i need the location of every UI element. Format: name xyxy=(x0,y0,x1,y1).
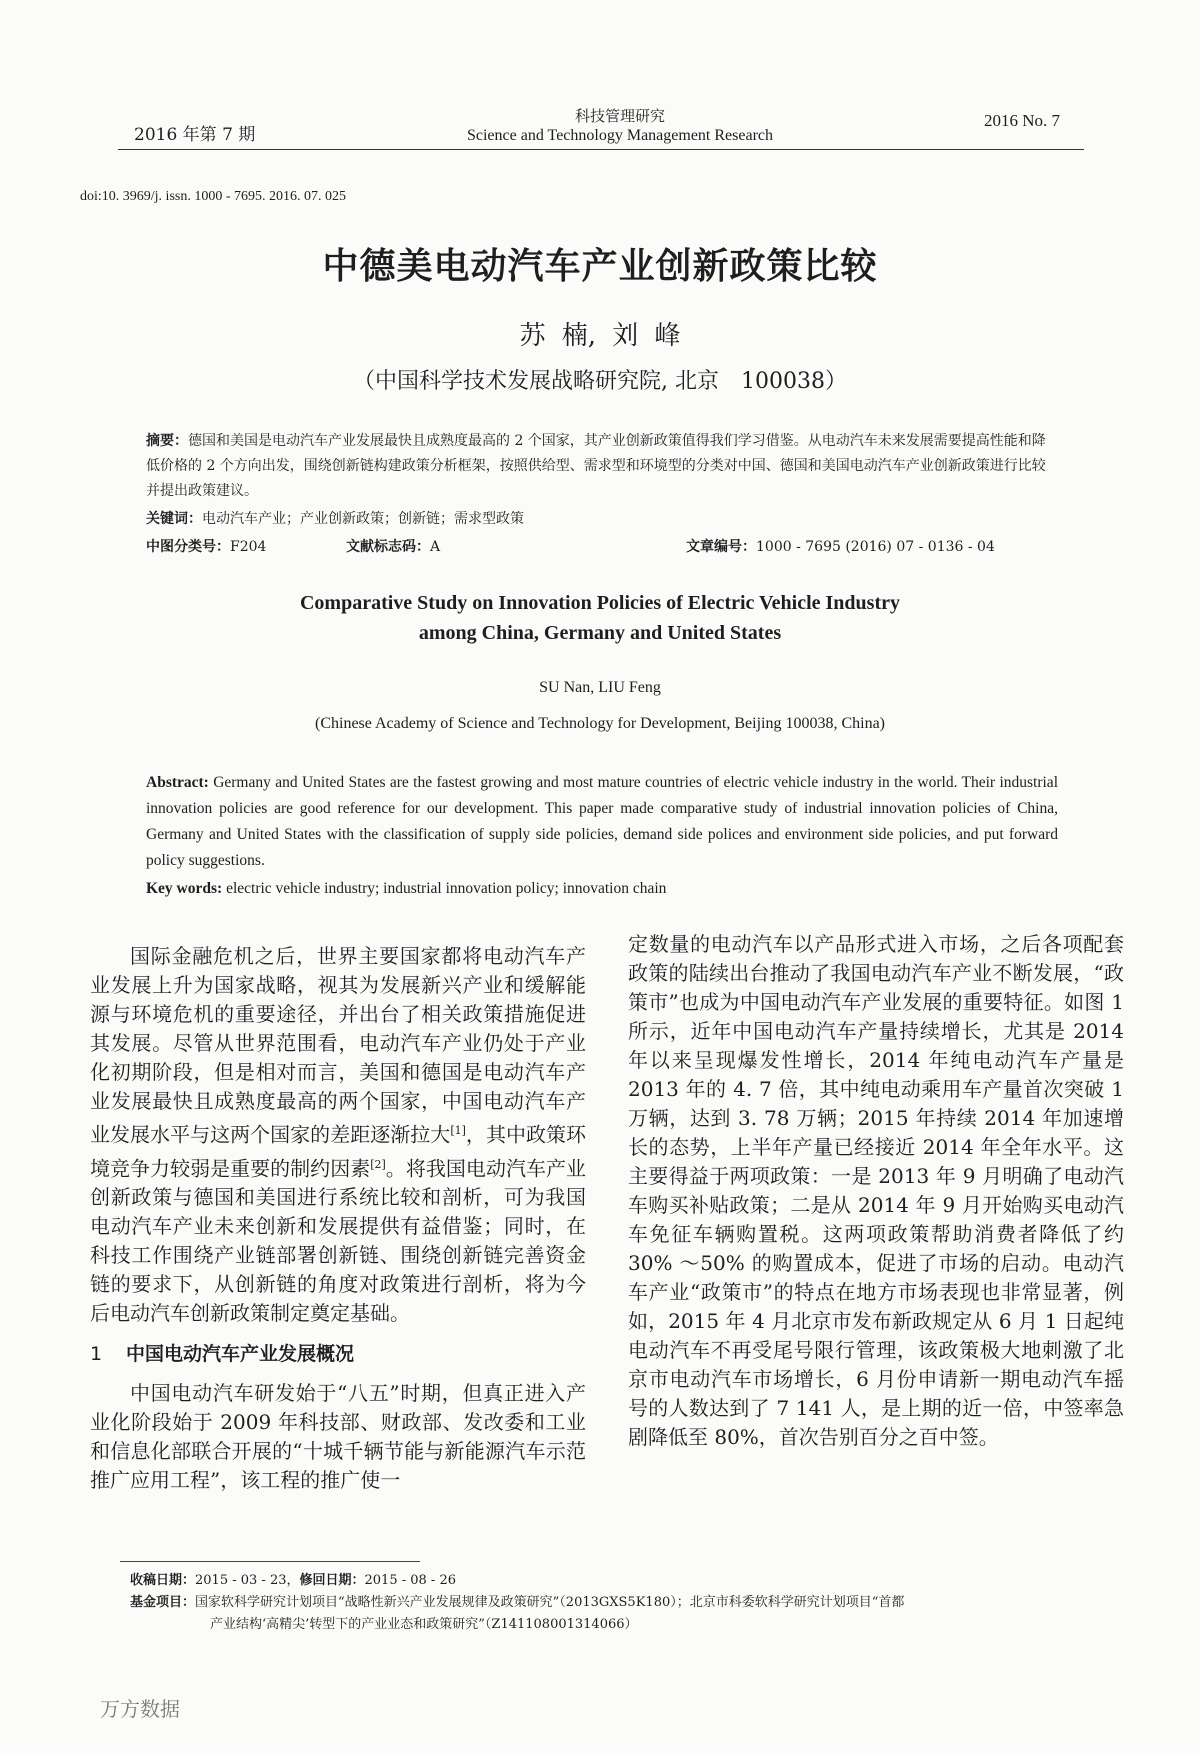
revised-label: 修回日期： xyxy=(299,1573,365,1588)
journal-name-en: Science and Technology Management Research xyxy=(466,127,774,144)
clc-value: F204 xyxy=(230,539,267,555)
received-label: 收稿日期： xyxy=(130,1573,196,1588)
keywords-cn xyxy=(146,508,524,528)
paper-title: 中德美电动汽车产业创新政策比较 xyxy=(322,246,878,287)
section-heading xyxy=(90,1340,586,1369)
citation-ref[interactable]: [2] xyxy=(370,1157,386,1171)
authors: 苏 楠, 刘 峰 xyxy=(519,321,681,351)
received-date: 2015 - 03 - 23， xyxy=(195,1573,300,1588)
body-paragraph: 定数量的电动汽车以产品形式进入市场，之后各项配套政策的陆续出台推动了我国电动汽车产业不断发展，“政策市”也成为中国电动汽车产业发展的重要特征。如图 1 所示，近年中国电动汽车产量持续增长，尤其是 2014 年以来呈现爆发性增长，2014 年纯电动汽车产量是 2013 年的 4. 7 倍，其中纯电动乘用车产量首次突破 1 万辆，达到 3. 78 万辆；2015 年持续 2014 年加速增长的态势，上半年产量已经接近 2014 年全年水平。这主要得益于两项政策：一是 2013 年 9 月明确了电动汽车购买补贴政策；二是从 2014 年 9 月开始购买电动汽车免征车辆购置税。这两项政策帮助消费者降低了约 30% ～50% 的购置成本，促进了市场的启动。电动汽车产业“政策市”的特点在地方市场表现也非常显著，例如，2015 年 4 月北京市发布新政规定从 6 月 1 日起纯电动汽车不再受尾号限行管理，该政策极大地刺激了北京市电动汽车市场增长，6 月份申请新一期电动汽车摇号的人数达到了 7 141 人，是上期的近一倍，中签率急剧降低至 80%，首次告别百分之百中签。 xyxy=(628,932,1124,1449)
body-text: 。将我国电动汽车产业创新政策与德国和美国进行系统比较和剖析，可为我国电动汽车产业未来创新和发展提供有益借鉴；同时，在科技工作围绕产业链部署创新链、围绕创新链完善资金链的要求下，从创新链的角度对政策进行剖析，将为今后电动汽车创新政策制定奠定基础。 xyxy=(90,1156,587,1326)
abstract-cn-text: 德国和美国是电动汽车产业发展最快且成熟度最高的 2 个国家，其产业创新政策值得我们学习借鉴。从电动汽车未来发展需要提高性能和降低价格的 2 个方向出发，围绕创新链构建政策分析框架，按照供给型、需求型和环境型的分类对中国、德国和美国电动汽车产业创新政策进行比较并提出政策建议。 xyxy=(146,433,1046,499)
section-title: 中国电动汽车产业发展概况 xyxy=(126,1343,355,1366)
clc-label: 中图分类号： xyxy=(146,539,230,555)
journal-name xyxy=(420,106,820,146)
issue-label: 2016 年第 7 期 xyxy=(134,125,256,145)
citation-ref[interactable]: [1] xyxy=(450,1124,466,1137)
doc-label: 文献标志码： xyxy=(346,539,430,555)
abstract-cn xyxy=(146,429,1056,504)
paper-title-en xyxy=(0,588,1200,648)
journal-name-cn: 科技管理研究 xyxy=(574,107,665,125)
body-column-left xyxy=(90,942,586,1495)
keywords-en-text: electric vehicle industry; industrial innovation policy; innovation chain xyxy=(222,880,667,897)
body-column-right xyxy=(628,930,1124,1452)
footnote xyxy=(130,1570,1120,1636)
abstract-en-label: Abstract: xyxy=(146,774,209,791)
keywords-cn-label: 关键词： xyxy=(146,511,202,527)
fund-label: 基金项目： xyxy=(130,1595,196,1610)
body-paragraph: 中国电动汽车研发始于“八五”时期，但真正进入产业化阶段始于 2009 年科技部、财政部、发改委和工业和信息化部联合开展的“十城千辆节能与新能源汽车示范推广应用工程”，该工程的推广使一 xyxy=(90,1381,586,1493)
doc-code xyxy=(346,536,440,556)
article-number-value: 1000 - 7695 (2016) 07 - 0136 - 04 xyxy=(756,539,995,555)
revised-date: 2015 - 08 - 26 xyxy=(364,1573,456,1588)
doc-value: A xyxy=(430,539,441,555)
keywords-en-label: Key words: xyxy=(146,880,223,897)
footnote-fund xyxy=(130,1592,1120,1614)
footnote-dates xyxy=(130,1570,1120,1592)
abstract-cn-label: 摘要： xyxy=(146,433,188,449)
keywords-en xyxy=(146,880,666,898)
section-number: 1 xyxy=(90,1343,103,1366)
issue-label-en: 2016 No. 7 xyxy=(983,111,1060,130)
fund-text-line2: 产业结构‘高精尖’转型下的产业业态和政策研究”（Z141108001314066） xyxy=(210,1617,638,1632)
doi: doi:10. 3969/j. issn. 1000 - 7695. 2016. 07. 025 xyxy=(80,189,347,204)
authors-en: SU Nan, LIU Feng xyxy=(539,679,661,696)
keywords-cn-text: 电动汽车产业；产业创新政策；创新链；需求型政策 xyxy=(202,511,524,527)
watermark: 万方数据 xyxy=(100,1697,180,1721)
article-number xyxy=(686,536,995,556)
article-number-label: 文章编号： xyxy=(686,539,756,555)
abstract-en-text: Germany and United States are the fastest growing and most mature countries of electric vehicle industry in the world. Their industrial innovation policies are good reference for our development. This paper made comparative study of industrial innovation policies of China, Germany and United States with the classification of supply side policies, demand side polices and environment side policies, and put forward policy suggestions. xyxy=(146,774,1058,869)
body-paragraph xyxy=(90,942,586,1328)
clc-code xyxy=(146,539,266,555)
footnote-rule xyxy=(120,1561,420,1562)
affiliation: （中国科学技术发展战略研究院, 北京 100038） xyxy=(353,369,847,394)
paper-title-en-line1: Comparative Study on Innovation Policies of Electric Vehicle Industry xyxy=(299,592,900,614)
affiliation-en: (Chinese Academy of Science and Technology for Development, Beijing 100038, China) xyxy=(315,715,885,732)
paper-title-en-line2: among China, Germany and United States xyxy=(418,622,782,644)
abstract-en xyxy=(146,770,1058,874)
fund-text-line1: 国家软科学研究计划项目“战略性新兴产业发展规律及政策研究”（2013GXS5K180）；北京市科委软科学研究计划项目“首都 xyxy=(195,1595,905,1610)
header-rule xyxy=(118,149,1084,150)
body-text: ，其中政策环境竞争力较弱是重要的制约因素 xyxy=(90,1122,587,1181)
body-text: 国际金融危机之后，世界主要国家都将电动汽车产业发展上升为国家战略，视其为发展新兴产业和缓解能源与环境危机的重要途径，并出台了相关政策措施促进其发展。尽管从世界范围看，电动汽车产业仍处于产业化初期阶段，但是相对而言，美国和德国是电动汽车产业发展最快且成熟度最高的两个国家，中国电动汽车产业发展水平与这两个国家的差距逐渐拉大 xyxy=(90,944,586,1147)
meta-cn xyxy=(146,536,1056,556)
